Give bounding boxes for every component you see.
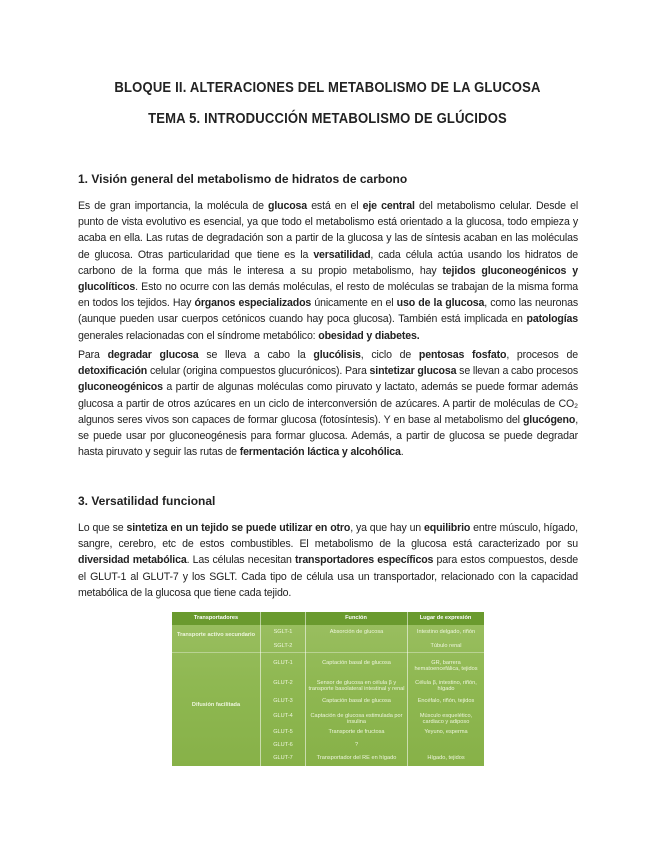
bold-text-run: equilibrio bbox=[424, 522, 471, 534]
text-run: Lo que se bbox=[78, 522, 127, 534]
topic-title: TEMA 5. INTRODUCCIÓN METABOLISMO DE GLÚCIDOS bbox=[148, 111, 507, 127]
text-run: está en el bbox=[307, 200, 363, 212]
text-run: entre músculo, hígado, sangre, cerebro, etc de estos combustibles. El metabolismo de la glucosa está caracterizado por su bbox=[78, 522, 578, 551]
table-cell-transporter: GLUT-5 bbox=[273, 729, 293, 735]
bold-text-run: pentosas fosfato bbox=[418, 349, 507, 361]
text-run: a partir de algunas moléculas como piruvato y lactato, además se puede formar además glucosa a partir de otros azúcares en un ciclo de interconversión de azúcares. A partir de moléculas de CO₂ algunos seres vivos son capaces de formar glucosa (fotosíntesis). Y en base al metabolismo del bbox=[78, 381, 578, 426]
table-cell-transporter: GLUT-6 bbox=[273, 742, 293, 748]
text-run: Es de gran importancia, la molécula de bbox=[78, 200, 269, 212]
table-cell-transporter: GLUT-2 bbox=[273, 680, 293, 686]
bold-text-run: sintetiza en un tejido se puede utilizar en otro bbox=[126, 522, 351, 534]
text-run: , procesos de bbox=[506, 349, 578, 361]
text-run: para estos compuestos, desde el GLUT-1 al GLUT-7 y los SGLT. Cada tipo de célula usa un transportador, relacionado con la capacidad metabólica de la glucosa que tiene cada tejido. bbox=[78, 554, 578, 599]
table-group-active: Transporte activo secundario bbox=[176, 632, 256, 638]
bold-text-run: glucosa bbox=[268, 200, 307, 212]
bold-text-run: órganos especializados bbox=[194, 297, 312, 310]
text-run: celular (origina compuestos glucurónicos). Para bbox=[147, 365, 370, 378]
table-cell-function: Captación basal de glucosa bbox=[322, 698, 391, 704]
table-cell-location: Intestino delgado, riñón bbox=[416, 629, 476, 635]
bold-text-run: diversidad metabólica bbox=[78, 554, 187, 567]
text-run: . bbox=[400, 446, 404, 459]
text-run: . Esto no ocurre con las demás moléculas, el resto de moléculas se trabajan de la misma forma en todos los tejidos. Hay bbox=[78, 281, 578, 310]
table-cell-function: ? bbox=[354, 742, 359, 748]
bold-text-run: detoxificación bbox=[78, 365, 148, 378]
section-1-paragraph-1 bbox=[78, 198, 578, 344]
table-cell-transporter: GLUT-7 bbox=[273, 755, 293, 761]
table-cell-location: Túbulo renal bbox=[430, 643, 462, 649]
bold-text-run: degradar glucosa bbox=[107, 349, 199, 361]
table-cell-transporter: SGLT-2 bbox=[273, 643, 293, 649]
table-cell-function: Sensor de glucosa en célula β y transporte basolateral intestinal y renal bbox=[308, 680, 405, 693]
table-group-facilitated: Difusión facilitada bbox=[191, 702, 241, 708]
text-run: se lleva a cabo la bbox=[198, 349, 314, 361]
bold-text-run: transportadores específicos bbox=[294, 554, 434, 567]
bold-text-run: eje central bbox=[362, 200, 415, 212]
table-cell-transporter: GLUT-4 bbox=[273, 713, 293, 719]
text-run: . Las células necesitan bbox=[186, 554, 295, 567]
section-3-heading: 3. Versatilidad funcional bbox=[78, 494, 216, 508]
text-run: , ciclo de bbox=[360, 349, 419, 361]
section-1-paragraph-2 bbox=[78, 347, 578, 460]
table-cell-location: Célula β, intestino, riñón, hígado bbox=[415, 680, 477, 693]
table-cell-transporter: SGLT-1 bbox=[273, 629, 293, 635]
table-cell-function: Transporte de fructosa bbox=[328, 729, 385, 735]
bold-text-run: gluconeogénicos bbox=[78, 381, 163, 394]
table-header-location: Lugar de expresión bbox=[419, 615, 472, 621]
bold-text-run: tejidos gluconeogénicos y glucolíticos bbox=[78, 264, 578, 294]
section-1-heading: 1. Visión general del metabolismo de hidratos de carbono bbox=[78, 172, 408, 186]
table-header-function: Función bbox=[345, 615, 367, 621]
table-cell-function: Absorción de glucosa bbox=[329, 629, 384, 635]
table-cell-location: GR, barrera hematoencefálica, tejidos bbox=[414, 660, 478, 673]
block-title: BLOQUE II. ALTERACIONES DEL METABOLISMO DE LA GLUCOSA bbox=[114, 80, 541, 96]
table-cell-location: Encéfalo, riñón, tejidos bbox=[417, 698, 475, 704]
table-cell-function: Captación basal de glucosa bbox=[322, 660, 391, 666]
bold-text-run: versatilidad bbox=[313, 248, 371, 261]
table-cell-location: Hígado, tejidos bbox=[427, 755, 465, 761]
bold-text-run: glucólisis bbox=[313, 349, 361, 361]
text-run: , se puede usar por gluconeogénesis para formar glucosa. Además, a partir de glucosa se puede degradar hasta piruvato y seguir las rutas de bbox=[78, 413, 578, 459]
bold-text-run: fermentación láctica y alcohólica bbox=[239, 446, 401, 459]
table-cell-transporter: GLUT-3 bbox=[273, 698, 293, 704]
text-run: , cada célula actúa usando los hidratos de carbono de la forma que más le interesa a su propio metabolismo, hay bbox=[78, 248, 578, 277]
table-cell-function: Transportador del RE en hígado bbox=[316, 755, 397, 761]
table-cell-transporter: GLUT-1 bbox=[273, 660, 293, 666]
text-run: generales relacionadas con el síndrome metabólico: bbox=[78, 329, 319, 342]
text-run: se llevan a cabo procesos bbox=[456, 365, 578, 378]
section-3-paragraph-1 bbox=[78, 520, 578, 601]
bold-text-run: glucógeno bbox=[522, 413, 576, 426]
table-cell-location: Músculo esquelético, cardiaco y adiposo bbox=[419, 713, 473, 726]
table-cell-function: Captación de glucosa estimulada por insulina bbox=[310, 713, 403, 726]
text-run: , ya que hay un bbox=[350, 522, 425, 534]
bold-text-run: patologías bbox=[526, 313, 578, 326]
text-run: del metabolismo celular. Desde el punto de vista evolutivo es esencial, ya que todo el metabolismo está orientado a la glucosa, todo empieza y acaba en ella. Las rutas de degradación son a partir de la glucosa y las de síntesis acaban en las moléculas de glucosa. Otras particularidad que tiene es la bbox=[78, 200, 579, 261]
text-run: únicamente en el bbox=[311, 297, 397, 310]
text-run: Para bbox=[78, 349, 108, 361]
table-header-transporters: Transportadores bbox=[193, 615, 239, 621]
bold-text-run: uso de la glucosa bbox=[396, 297, 485, 310]
glucose-transporters-table bbox=[172, 612, 484, 766]
bold-text-run: sintetizar glucosa bbox=[369, 365, 457, 378]
table-cell-location: Yeyuno, esperma bbox=[424, 729, 468, 735]
bold-text-run: obesidad y diabetes. bbox=[318, 329, 420, 342]
text-run: , como las neuronas (aunque pueden usar cuerpos cetónicos cuando hay poca glucosa). También está implicada en bbox=[78, 297, 579, 326]
